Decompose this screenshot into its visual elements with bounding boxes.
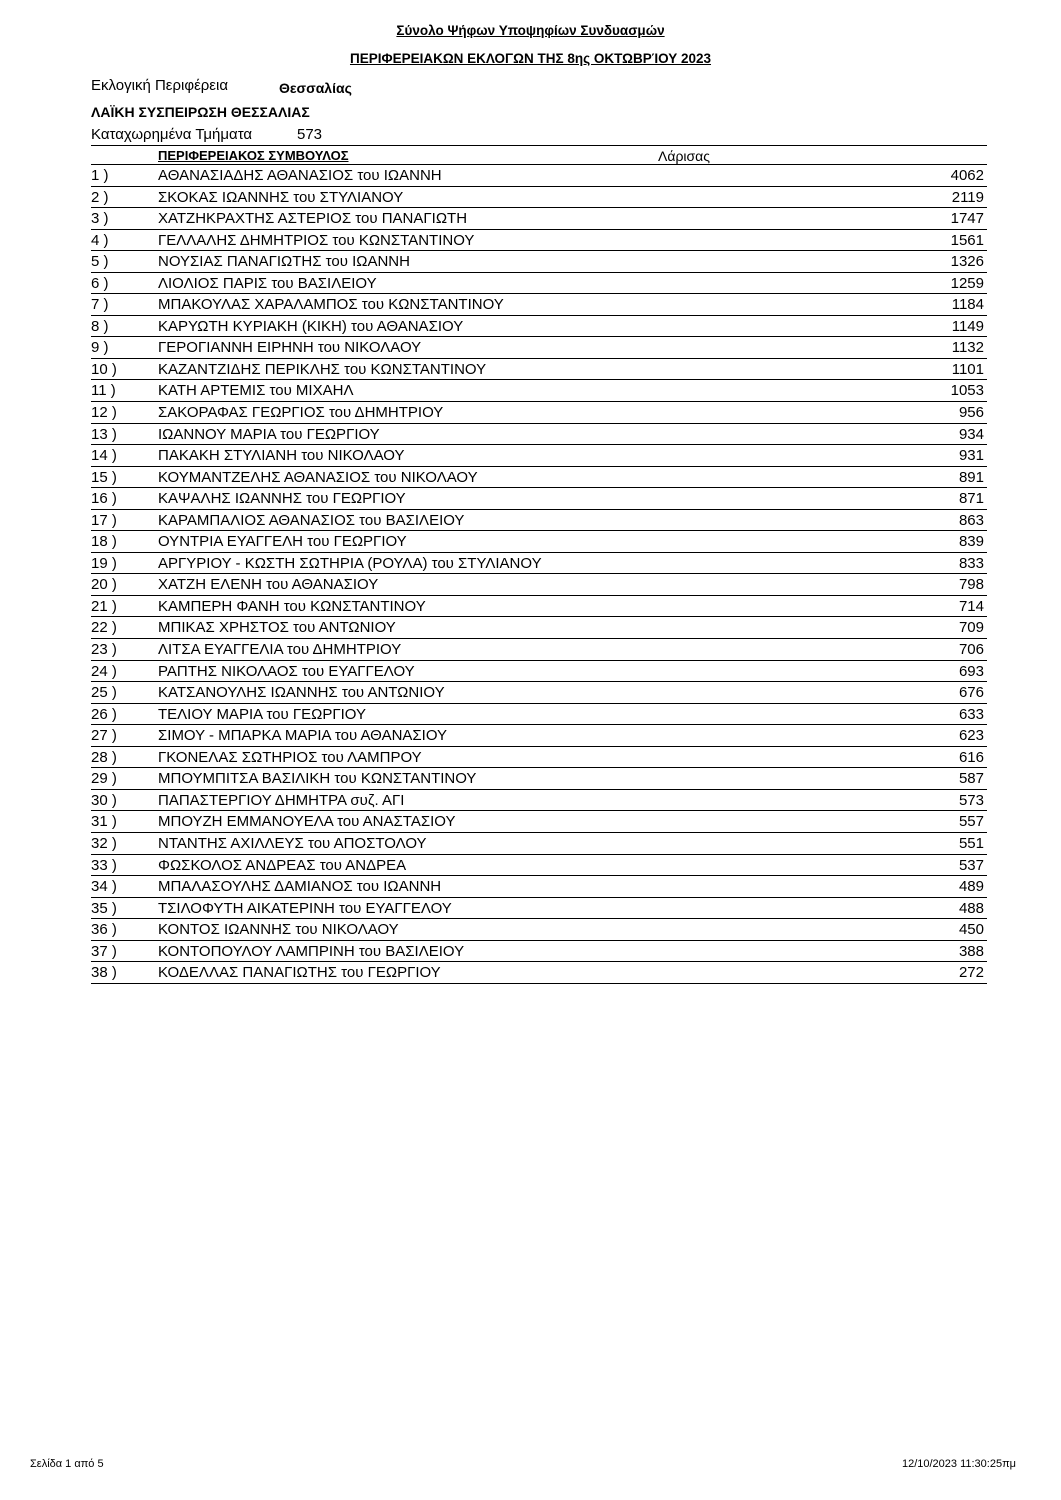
candidate-name: ΧΑΤΖΗΚΡΑΧΤΗΣ ΑΣΤΕΡΙΟΣ του ΠΑΝΑΓΙΩΤΗ bbox=[158, 210, 468, 228]
table-row bbox=[91, 855, 987, 877]
vote-count: 537 bbox=[958, 856, 984, 874]
vote-count: 676 bbox=[958, 684, 984, 702]
row-number: 1 ) bbox=[91, 167, 109, 184]
table-row bbox=[91, 445, 987, 467]
vote-count: 1132 bbox=[951, 339, 984, 357]
vote-count: 891 bbox=[958, 468, 984, 486]
units-value: 573 bbox=[297, 126, 323, 143]
candidate-name: ΤΕΛΙΟΥ ΜΑΡΙΑ του ΓΕΩΡΓΙΟΥ bbox=[158, 705, 366, 723]
table-row bbox=[91, 510, 987, 532]
candidate-name: ΚΟΝΤΟΣ ΙΩΑΝΝΗΣ του ΝΙΚΟΛΑΟΥ bbox=[158, 921, 399, 939]
row-number: 24 ) bbox=[91, 662, 117, 680]
candidate-name: ΝΤΑΝΤΗΣ ΑΧΙΛΛΕΥΣ του ΑΠΟΣΤΟΛΟΥ bbox=[158, 834, 427, 852]
vote-count: 1326 bbox=[950, 253, 984, 271]
row-number: 33 ) bbox=[91, 856, 117, 874]
candidate-name: ΚΟΝΤΟΠΟΥΛΟΥ ΛΑΜΠΡΙΝΗ του ΒΑΣΙΛΕΙΟΥ bbox=[158, 942, 465, 960]
row-number: 36 ) bbox=[91, 921, 117, 939]
row-number: 8 ) bbox=[91, 317, 109, 335]
row-number: 28 ) bbox=[91, 748, 117, 766]
vote-count: 693 bbox=[958, 662, 984, 680]
table-row bbox=[91, 747, 987, 769]
candidate-name: ΦΩΣΚΟΛΟΣ ΑΝΔΡΕΑΣ του ΑΝΔΡΕΑ bbox=[158, 856, 407, 874]
vote-count: 488 bbox=[958, 899, 984, 917]
row-number: 26 ) bbox=[91, 705, 117, 723]
candidate-name: ΟΥΝΤΡΙΑ ΕΥΑΓΓΕΛΗ του ΓΕΩΡΓΙΟΥ bbox=[158, 533, 407, 551]
row-number: 9 ) bbox=[91, 339, 109, 357]
table-row bbox=[91, 833, 987, 855]
table-row bbox=[91, 811, 987, 833]
table-row bbox=[91, 682, 987, 704]
table-row bbox=[91, 208, 987, 230]
party-name: ΛΑΪΚΗ ΣΥΣΠΕΙΡΩΣΗ ΘΕΣΣΑΛΙΑΣ bbox=[91, 104, 310, 120]
units-label: Καταχωρημένα Τμήματα bbox=[91, 126, 253, 143]
vote-count: 934 bbox=[958, 425, 984, 443]
candidate-name: ΚΑΤΗ ΑΡΤΕΜΙΣ του ΜΙΧΑΗΛ bbox=[158, 382, 354, 400]
vote-count: 616 bbox=[958, 748, 984, 766]
row-number: 12 ) bbox=[91, 404, 117, 422]
candidate-name: ΣΑΚΟΡΑΦΑΣ ΓΕΩΡΓΙΟΣ του ΔΗΜΗΤΡΙΟΥ bbox=[158, 404, 444, 422]
vote-count: 450 bbox=[958, 921, 984, 939]
vote-count: 4062 bbox=[950, 167, 984, 184]
table-row bbox=[91, 337, 987, 359]
vote-count: 1149 bbox=[951, 317, 984, 335]
table-row bbox=[91, 380, 987, 402]
row-number: 11 ) bbox=[91, 382, 116, 400]
candidate-name: ΚΑΜΠΕΡΗ ΦΑΝΗ του ΚΩΝΣΤΑΝΤΙΝΟΥ bbox=[158, 597, 426, 615]
candidate-name: ΤΣΙΛΟΦΥΤΗ ΑΙΚΑΤΕΡΙΝΗ του ΕΥΑΓΓΕΛΟΥ bbox=[158, 899, 452, 917]
row-number: 25 ) bbox=[91, 684, 117, 702]
document-title: Σύνολο Ψήφων Υποψηφίων Συνδυασμών bbox=[396, 23, 665, 38]
document-subtitle: ΠΕΡΙΦΕΡΕΙΑΚΩΝ ΕΚΛΟΓΩΝ ΤΗΣ 8ης ΟΚΤΩΒΡΊΟΥ 2023 bbox=[349, 51, 712, 66]
candidate-name: ΝΟΥΣΙΑΣ ΠΑΝΑΓΙΩΤΗΣ του ΙΩΑΝΝΗ bbox=[158, 253, 410, 271]
vote-count: 2119 bbox=[951, 188, 984, 206]
vote-count: 623 bbox=[958, 727, 984, 745]
table-row bbox=[91, 467, 987, 489]
row-number: 37 ) bbox=[91, 942, 117, 960]
results-table bbox=[91, 165, 987, 984]
vote-count: 573 bbox=[958, 791, 984, 809]
row-number: 22 ) bbox=[91, 619, 117, 637]
vote-count: 272 bbox=[958, 964, 984, 982]
vote-count: 863 bbox=[958, 511, 984, 529]
candidate-name: ΚΟΥΜΑΝΤΖΕΛΗΣ ΑΘΑΝΑΣΙΟΣ του ΝΙΚΟΛΑΟΥ bbox=[158, 468, 478, 486]
row-number: 14 ) bbox=[91, 447, 117, 465]
vote-count: 839 bbox=[958, 533, 984, 551]
page-number: Σελίδα 1 από 5 bbox=[30, 1458, 104, 1470]
candidate-name: ΣΙΜΟΥ - ΜΠΑΡΚΑ ΜΑΡΙΑ του ΑΘΑΝΑΣΙΟΥ bbox=[158, 727, 448, 745]
table-row bbox=[91, 294, 987, 316]
candidate-name: ΜΠΑΛΑΣΟΥΛΗΣ ΔΑΜΙΑΝΟΣ του ΙΩΑΝΝΗ bbox=[158, 878, 442, 896]
row-number: 6 ) bbox=[91, 274, 109, 292]
table-row bbox=[91, 359, 987, 381]
vote-count: 633 bbox=[958, 705, 984, 723]
vote-count: 551 bbox=[958, 834, 984, 852]
row-number: 38 ) bbox=[91, 964, 117, 982]
candidate-name: ΓΕΛΛΑΛΗΣ ΔΗΜΗΤΡΙΟΣ του ΚΩΝΣΤΑΝΤΙΝΟΥ bbox=[158, 231, 475, 249]
row-number: 3 ) bbox=[91, 210, 109, 228]
vote-count: 1259 bbox=[950, 274, 984, 292]
row-number: 32 ) bbox=[91, 834, 117, 852]
table-row bbox=[91, 704, 987, 726]
candidate-name: ΙΩΑΝΝΟΥ ΜΑΡΙΑ του ΓΕΩΡΓΙΟΥ bbox=[158, 425, 380, 443]
candidate-name: ΜΠΙΚΑΣ ΧΡΗΣΤΟΣ του ΑΝΤΩΝΙΟΥ bbox=[158, 619, 396, 637]
row-number: 29 ) bbox=[91, 770, 117, 788]
table-row bbox=[91, 876, 987, 898]
candidate-name: ΠΑΚΑΚΗ ΣΤΥΛΙΑΝΗ του ΝΙΚΟΛΑΟΥ bbox=[158, 447, 405, 465]
table-row bbox=[91, 617, 987, 639]
region-value: Θεσσαλίας bbox=[279, 80, 352, 96]
table-row bbox=[91, 273, 987, 295]
candidate-name: ΚΑΡΑΜΠΑΛΙΟΣ ΑΘΑΝΑΣΙΟΣ του ΒΑΣΙΛΕΙΟΥ bbox=[158, 511, 465, 529]
row-number: 23 ) bbox=[91, 641, 117, 659]
row-number: 7 ) bbox=[91, 296, 109, 314]
row-number: 19 ) bbox=[91, 554, 117, 572]
candidate-name: ΜΠΟΥΜΠΙΤΣΑ ΒΑΣΙΛΙΚΗ του ΚΩΝΣΤΑΝΤΙΝΟΥ bbox=[158, 770, 477, 788]
print-datetime: 12/10/2023 11:30:25πμ bbox=[901, 1458, 1016, 1470]
vote-count: 709 bbox=[958, 619, 984, 637]
row-number: 27 ) bbox=[91, 727, 117, 745]
table-row bbox=[91, 898, 987, 920]
row-number: 16 ) bbox=[91, 490, 117, 508]
vote-count: 557 bbox=[958, 813, 984, 831]
table-row bbox=[91, 488, 987, 510]
table-row bbox=[91, 574, 987, 596]
vote-count: 388 bbox=[958, 942, 984, 960]
candidate-name: ΚΑΡΥΩΤΗ ΚΥΡΙΑΚΗ (ΚΙΚΗ) του ΑΘΑΝΑΣΙΟΥ bbox=[158, 317, 464, 335]
vote-count: 956 bbox=[958, 404, 984, 422]
vote-count: 1053 bbox=[950, 382, 984, 400]
candidate-name: ΚΟΔΕΛΛΑΣ ΠΑΝΑΓΙΩΤΗΣ του ΓΕΩΡΓΙΟΥ bbox=[158, 964, 441, 982]
vote-count: 1184 bbox=[951, 296, 984, 314]
table-row bbox=[91, 661, 987, 683]
column-header-district: Λάρισας bbox=[658, 148, 711, 164]
vote-count: 833 bbox=[958, 554, 984, 572]
region-label: Εκλογική Περιφέρεια bbox=[91, 77, 228, 94]
candidate-name: ΚΑΖΑΝΤΖΙΔΗΣ ΠΕΡΙΚΛΗΣ του ΚΩΝΣΤΑΝΤΙΝΟΥ bbox=[158, 360, 487, 378]
row-number: 18 ) bbox=[91, 533, 117, 551]
row-number: 35 ) bbox=[91, 899, 117, 917]
table-row bbox=[91, 596, 987, 618]
row-number: 17 ) bbox=[91, 511, 117, 529]
vote-count: 714 bbox=[958, 597, 984, 615]
table-row bbox=[91, 919, 987, 941]
candidate-name: ΚΑΤΣΑΝΟΥΛΗΣ ΙΩΑΝΝΗΣ του ΑΝΤΩΝΙΟΥ bbox=[158, 684, 445, 702]
row-number: 10 ) bbox=[91, 360, 117, 378]
candidate-name: ΑΘΑΝΑΣΙΑΔΗΣ ΑΘΑΝΑΣΙΟΣ του ΙΩΑΝΝΗ bbox=[158, 167, 442, 184]
candidate-name: ΧΑΤΖΗ ΕΛΕΝΗ του ΑΘΑΝΑΣΙΟΥ bbox=[158, 576, 379, 594]
candidate-name: ΡΑΠΤΗΣ ΝΙΚΟΛΑΟΣ του ΕΥΑΓΓΕΛΟΥ bbox=[158, 662, 415, 680]
vote-count: 1747 bbox=[950, 210, 984, 228]
row-number: 31 ) bbox=[91, 813, 117, 831]
table-row bbox=[91, 553, 987, 575]
table-row bbox=[91, 962, 987, 984]
table-row bbox=[91, 187, 987, 209]
candidate-name: ΣΚΟΚΑΣ ΙΩΑΝΝΗΣ του ΣΤΥΛΙΑΝΟΥ bbox=[158, 188, 404, 206]
row-number: 34 ) bbox=[91, 878, 117, 896]
vote-count: 587 bbox=[958, 770, 984, 788]
candidate-name: ΛΙΟΛΙΟΣ ΠΑΡΙΣ του ΒΑΣΙΛΕΙΟΥ bbox=[158, 274, 377, 292]
table-row bbox=[91, 165, 987, 187]
table-row bbox=[91, 251, 987, 273]
row-number: 4 ) bbox=[91, 231, 109, 249]
candidate-name: ΓΕΡΟΓΙΑΝΝΗ ΕΙΡΗΝΗ του ΝΙΚΟΛΑΟΥ bbox=[158, 339, 422, 357]
table-row bbox=[91, 725, 987, 747]
candidate-name: ΠΑΠΑΣΤΕΡΓΙΟΥ ΔΗΜΗΤΡΑ συζ. ΑΓΙ bbox=[158, 791, 405, 809]
table-row bbox=[91, 316, 987, 338]
vote-count: 489 bbox=[958, 878, 984, 896]
row-number: 21 ) bbox=[91, 597, 117, 615]
vote-count: 1561 bbox=[950, 231, 984, 249]
candidate-name: ΑΡΓΥΡΙΟΥ - ΚΩΣΤΗ ΣΩΤΗΡΙΑ (ΡΟΥΛΑ) του ΣΤΥΛΙΑΝΟΥ bbox=[158, 554, 542, 572]
table-row bbox=[91, 639, 987, 661]
table-row bbox=[91, 402, 987, 424]
vote-count: 798 bbox=[958, 576, 984, 594]
row-number: 13 ) bbox=[91, 425, 117, 443]
table-row bbox=[91, 424, 987, 446]
candidate-name: ΜΠΟΥΖΗ ΕΜΜΑΝΟΥΕΛΑ του ΑΝΑΣΤΑΣΙΟΥ bbox=[158, 813, 456, 831]
row-number: 30 ) bbox=[91, 791, 117, 809]
table-row bbox=[91, 768, 987, 790]
row-number: 15 ) bbox=[91, 468, 117, 486]
vote-count: 706 bbox=[958, 641, 984, 659]
candidate-name: ΓΚΟΝΕΛΑΣ ΣΩΤΗΡΙΟΣ του ΛΑΜΠΡΟΥ bbox=[158, 748, 422, 766]
table-row bbox=[91, 230, 987, 252]
vote-count: 931 bbox=[958, 447, 984, 465]
candidate-name: ΛΙΤΣΑ ΕΥΑΓΓΕΛΙΑ του ΔΗΜΗΤΡΙΟΥ bbox=[158, 641, 402, 659]
row-number: 20 ) bbox=[91, 576, 117, 594]
column-header-candidate: ΠΕΡΙΦΕΡΕΙΑΚΟΣ ΣΥΜΒΟΥΛΟΣ bbox=[158, 148, 349, 163]
candidate-name: ΜΠΑΚΟΥΛΑΣ ΧΑΡΑΛΑΜΠΟΣ του ΚΩΝΣΤΑΝΤΙΝΟΥ bbox=[158, 296, 504, 314]
row-number: 2 ) bbox=[91, 188, 109, 206]
table-row bbox=[91, 531, 987, 553]
vote-count: 871 bbox=[958, 490, 984, 508]
table-header bbox=[91, 145, 987, 165]
table-row bbox=[91, 941, 987, 963]
vote-count: 1101 bbox=[951, 360, 984, 378]
row-number: 5 ) bbox=[91, 253, 109, 271]
candidate-name: ΚΑΨΑΛΗΣ ΙΩΑΝΝΗΣ του ΓΕΩΡΓΙΟΥ bbox=[158, 490, 406, 508]
table-row bbox=[91, 790, 987, 812]
